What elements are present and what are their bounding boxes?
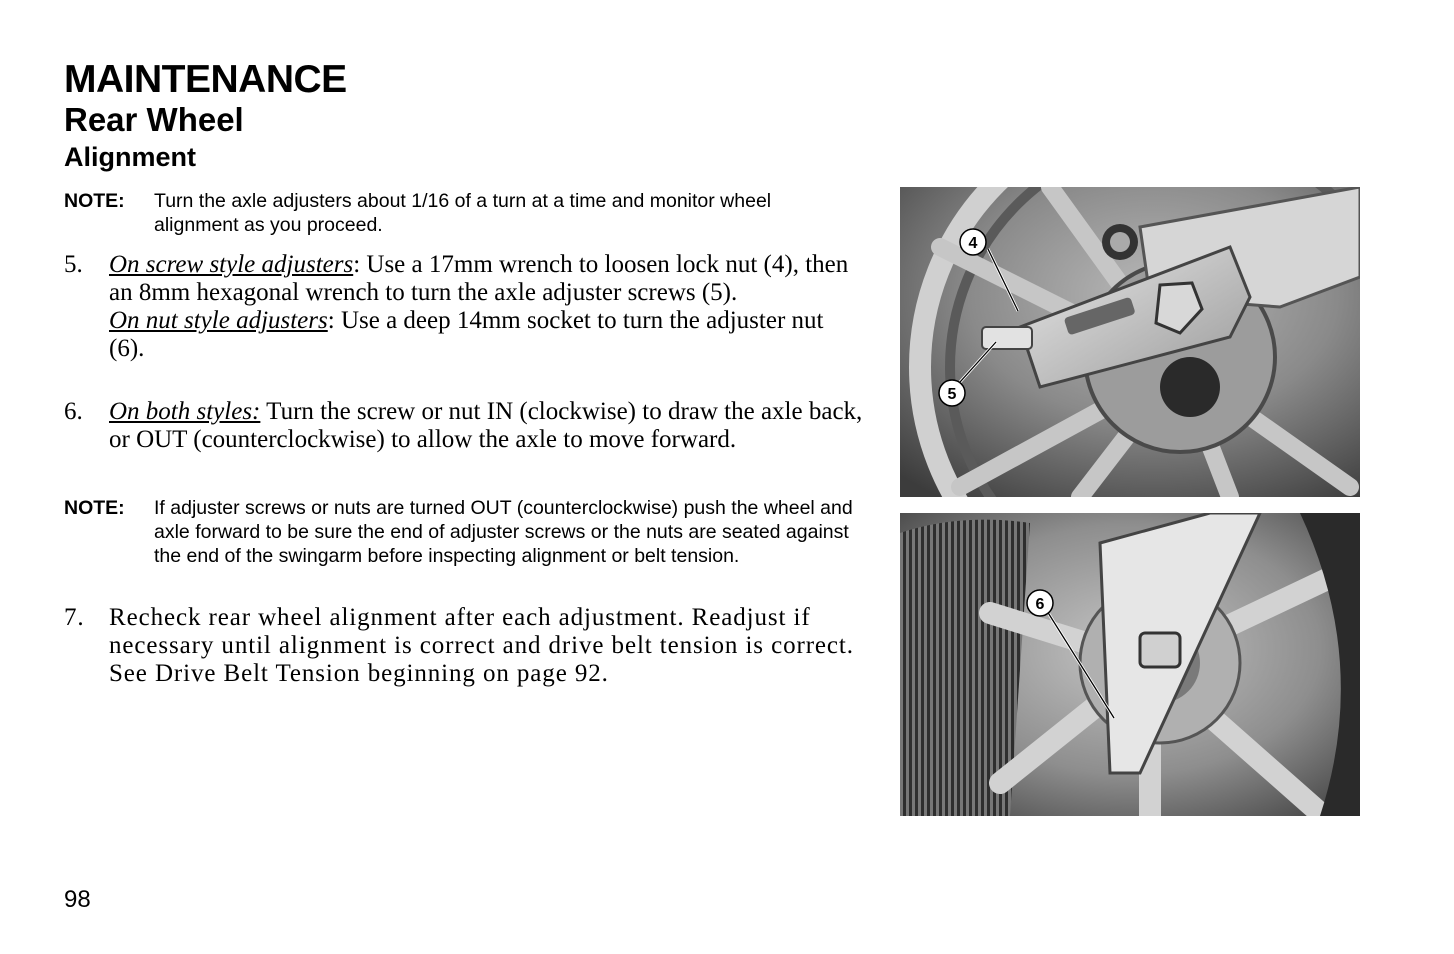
- nut-adjuster-photo: [900, 513, 1360, 816]
- note-text: If adjuster screws or nuts are turned OUT (counterclockwise) push the wheel and axle forward to be sure the end of adjuster screws or the nuts are seated against the end of the swingarm before inspecting alignment or belt tension.: [154, 497, 853, 567]
- svg-text:4: 4: [968, 235, 978, 252]
- screw-adjuster-photo: [900, 187, 1360, 497]
- screw-style-text: : Use a 17mm wrench to loosen lock nut (4), then an 8mm hexagonal wrench to turn the axle adjuster screws (5).: [109, 251, 849, 306]
- step-body: [109, 251, 864, 363]
- subsection-title: Rear Wheel: [64, 101, 244, 138]
- both-styles-text: Turn the screw or nut IN (clockwise) to draw the axle back, or OUT (counterclockwise) to allow the axle to move forward.: [109, 398, 863, 453]
- svg-text:6: 6: [1035, 596, 1045, 613]
- note-2: [64, 496, 854, 568]
- screw-style-label: On screw style adjusters: [109, 251, 354, 278]
- nut-style-label: On nut style adjusters: [109, 307, 328, 334]
- callout-5: [939, 380, 965, 406]
- callout-6: [1027, 590, 1053, 616]
- note-1: [64, 189, 854, 237]
- svg-text:5: 5: [947, 386, 957, 403]
- note-label: NOTE:: [64, 190, 125, 212]
- step-number: 6.: [64, 398, 83, 425]
- step-7: [64, 604, 864, 688]
- section-title: MAINTENANCE: [64, 58, 347, 101]
- topic-title: Alignment: [64, 142, 196, 172]
- step-body: Recheck rear wheel alignment after each adjustment. Readjust if necessary until alignment is correct and drive belt tension is correct. See Drive Belt Tension beginning on page 92.: [109, 604, 854, 687]
- note-label: NOTE:: [64, 497, 125, 519]
- callout-4: [960, 229, 986, 255]
- page-number: 98: [64, 886, 91, 913]
- step-body: [109, 398, 864, 454]
- step-number: 7.: [64, 604, 85, 631]
- nut-style-text: : Use a deep 14mm socket to turn the adjuster nut (6).: [109, 307, 824, 362]
- note-text: Turn the axle adjusters about 1/16 of a turn at a time and monitor wheel alignment as you proceed.: [154, 190, 772, 236]
- both-styles-label: On both styles:: [109, 398, 261, 425]
- step-number: 5.: [64, 251, 83, 278]
- step-6: [64, 398, 864, 454]
- step-5: [64, 251, 864, 363]
